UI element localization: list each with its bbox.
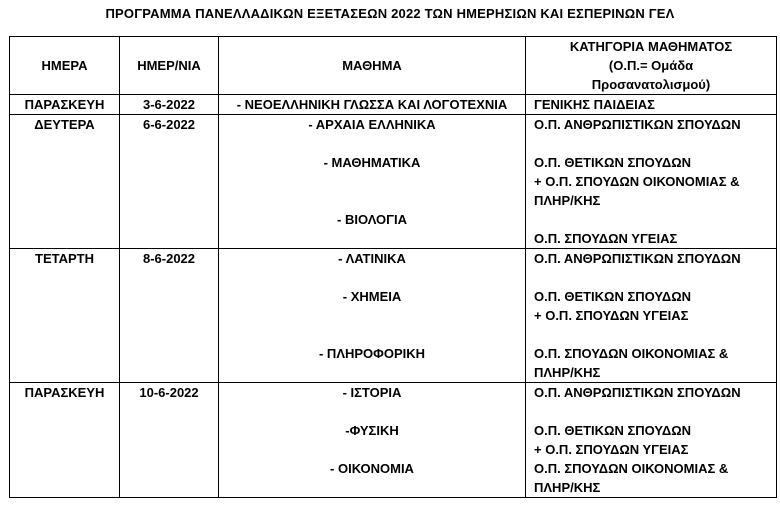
category-line: Ο.Π. ΑΝΘΡΩΠΙΣΤΙΚΩΝ ΣΠΟΥΔΩΝ bbox=[534, 117, 741, 132]
cell-subject bbox=[219, 383, 526, 498]
subject-line bbox=[219, 325, 525, 344]
subject-line bbox=[219, 402, 525, 421]
category-line: + Ο.Π. ΣΠΟΥΔΩΝ ΥΓΕΙΑΣ bbox=[534, 442, 689, 457]
category-line: ΠΛΗΡ/ΚΗΣ bbox=[534, 365, 601, 380]
category-line: Ο.Π. ΣΠΟΥΔΩΝ ΟΙΚΟΝΟΜΙΑΣ & bbox=[534, 346, 729, 361]
subject-line bbox=[219, 478, 525, 497]
cell-subject bbox=[219, 115, 526, 249]
cell-date: 8-6-2022 bbox=[120, 249, 219, 383]
subject-line bbox=[219, 229, 525, 248]
category-line bbox=[526, 134, 776, 153]
category-line: Ο.Π. ΘΕΤΙΚΩΝ ΣΠΟΥΔΩΝ bbox=[534, 155, 692, 170]
category-line: Ο.Π. ΣΠΟΥΔΩΝ ΥΓΕΙΑΣ bbox=[534, 231, 678, 246]
category-line: ΠΛΗΡ/ΚΗΣ bbox=[534, 193, 601, 208]
cell-day: ΤΕΤΑΡΤΗ bbox=[10, 249, 120, 383]
cell-date: 3-6-2022 bbox=[120, 95, 219, 115]
subject-line bbox=[219, 191, 525, 210]
header-category-line-1: ΚΑΤΗΓΟΡΙΑ ΜΑΘΗΜΑΤΟΣ bbox=[569, 39, 733, 54]
subject-line: -ΦΥΣΙΚΗ bbox=[345, 423, 399, 438]
cell-subject bbox=[219, 249, 526, 383]
subject-line: - ΙΣΤΟΡΙΑ bbox=[342, 385, 402, 400]
category-line bbox=[526, 268, 776, 287]
category-line bbox=[526, 210, 776, 229]
cell-category bbox=[526, 115, 777, 249]
subject-line bbox=[219, 440, 525, 459]
subject-line bbox=[219, 306, 525, 325]
cell-date: 10-6-2022 bbox=[120, 383, 219, 498]
header-day: ΗΜΕΡΑ bbox=[10, 37, 120, 95]
subject-line: - ΠΛΗΡΟΦΟΡΙΚΗ bbox=[318, 346, 425, 361]
subject-line: - ΟΙΚΟΝΟΜΙΑ bbox=[330, 461, 414, 476]
subject-line: - ΝΕΟΕΛΛΗΝΙΚΗ ΓΛΩΣΣΑ ΚΑΙ ΛΟΓΟΤΕΧΝΙΑ bbox=[236, 97, 508, 112]
category-line: Ο.Π. ΑΝΘΡΩΠΙΣΤΙΚΩΝ ΣΠΟΥΔΩΝ bbox=[534, 251, 741, 266]
subject-line: - ΑΡΧΑΙΑ ΕΛΛΗΝΙΚΑ bbox=[308, 117, 436, 132]
category-line: + Ο.Π. ΣΠΟΥΔΩΝ ΟΙΚΟΝΟΜΙΑΣ & bbox=[534, 174, 740, 189]
cell-subject bbox=[219, 95, 526, 115]
cell-category bbox=[526, 95, 777, 115]
table-row bbox=[10, 249, 777, 383]
cell-category bbox=[526, 383, 777, 498]
header-category-line-3: Προσανατολισμού) bbox=[591, 77, 711, 92]
subject-line: - ΒΙΟΛΟΓΙΑ bbox=[337, 212, 407, 227]
category-line bbox=[526, 325, 776, 344]
cell-category bbox=[526, 249, 777, 383]
table-header-row bbox=[10, 37, 777, 95]
table-row bbox=[10, 383, 777, 498]
table-row bbox=[10, 115, 777, 249]
subject-line: - ΧΗΜΕΙΑ bbox=[342, 289, 402, 304]
subject-line bbox=[219, 268, 525, 287]
cell-day: ΔΕΥΤΕΡΑ bbox=[10, 115, 120, 249]
category-line: Ο.Π. ΘΕΤΙΚΩΝ ΣΠΟΥΔΩΝ bbox=[534, 423, 692, 438]
table-row bbox=[10, 95, 777, 115]
page-title: ΠΡΟΓΡΑΜΜΑ ΠΑΝΕΛΛΑΔΙΚΩΝ ΕΞΕΤΑΣΕΩΝ 2022 ΤΩΝ ΗΜΕΡΗΣΙΩΝ ΚΑΙ ΕΣΠΕΡΙΝΩΝ ΓΕΛ bbox=[105, 6, 675, 21]
cell-date: 6-6-2022 bbox=[120, 115, 219, 249]
subject-line bbox=[219, 363, 525, 382]
header-category-line-2: (Ο.Π.= Ομάδα bbox=[608, 58, 694, 73]
subject-line: - ΛΑΤΙΝΙΚΑ bbox=[338, 251, 406, 266]
header-date: ΗΜΕΡ/ΝΙΑ bbox=[120, 37, 219, 95]
category-line bbox=[526, 402, 776, 421]
subject-line: - ΜΑΘΗΜΑΤΙΚΑ bbox=[323, 155, 421, 170]
category-line: Ο.Π. ΣΠΟΥΔΩΝ ΟΙΚΟΝΟΜΙΑΣ & bbox=[534, 461, 729, 476]
cell-day: ΠΑΡΑΣΚΕΥΗ bbox=[10, 383, 120, 498]
subject-line bbox=[219, 172, 525, 191]
header-subject: ΜΑΘΗΜΑ bbox=[219, 37, 526, 95]
subject-line bbox=[219, 134, 525, 153]
category-line: ΓΕΝΙΚΗΣ ΠΑΙΔΕΙΑΣ bbox=[534, 97, 655, 112]
category-line: ΠΛΗΡ/ΚΗΣ bbox=[534, 480, 601, 495]
category-line: + Ο.Π. ΣΠΟΥΔΩΝ ΥΓΕΙΑΣ bbox=[534, 308, 689, 323]
header-category bbox=[526, 37, 777, 95]
category-line: Ο.Π. ΑΝΘΡΩΠΙΣΤΙΚΩΝ ΣΠΟΥΔΩΝ bbox=[534, 385, 741, 400]
category-line: Ο.Π. ΘΕΤΙΚΩΝ ΣΠΟΥΔΩΝ bbox=[534, 289, 692, 304]
exam-schedule-table bbox=[9, 36, 777, 498]
cell-day: ΠΑΡΑΣΚΕΥΗ bbox=[10, 95, 120, 115]
